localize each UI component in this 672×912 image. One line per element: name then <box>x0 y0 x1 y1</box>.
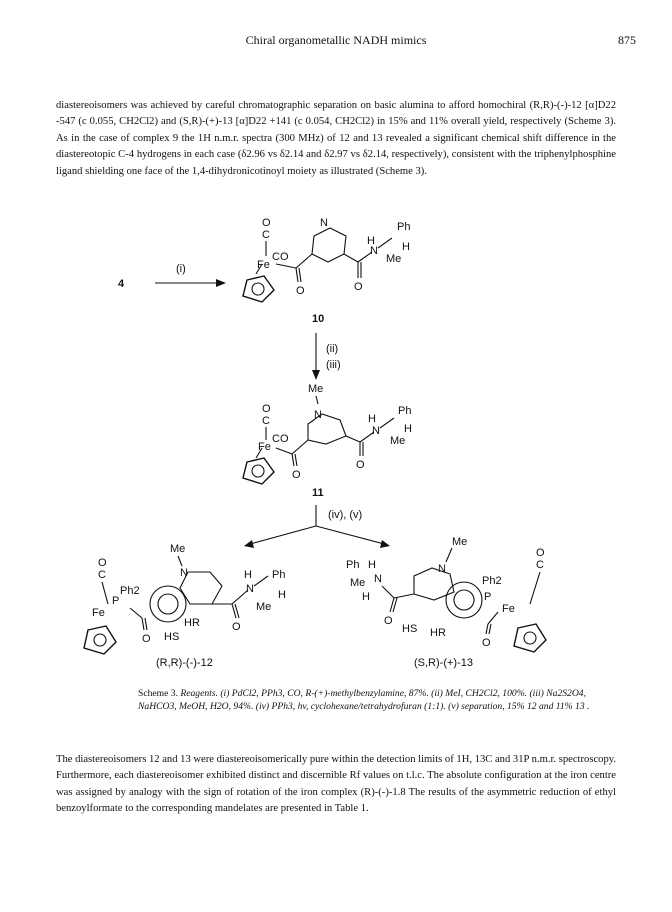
svg-text:O: O <box>98 557 107 569</box>
svg-text:Ph2: Ph2 <box>482 575 502 587</box>
product-12-label: (R,R)-(-)-12 <box>156 657 213 669</box>
svg-text:O: O <box>384 615 393 627</box>
svg-text:HR: HR <box>430 627 446 639</box>
caption-label: Scheme 3. <box>138 688 178 699</box>
svg-text:N: N <box>246 583 254 595</box>
compound-11-label: 11 <box>312 487 324 499</box>
scheme-caption <box>138 688 608 713</box>
svg-text:CO: CO <box>272 251 289 263</box>
arrow-to-13 <box>316 526 384 544</box>
svg-text:Me: Me <box>452 536 468 548</box>
svg-text:H: H <box>368 559 376 571</box>
svg-text:P: P <box>112 595 120 607</box>
svg-text:O: O <box>482 637 491 649</box>
svg-text:CO: CO <box>272 433 289 445</box>
svg-text:Ph: Ph <box>397 221 411 233</box>
svg-text:N: N <box>314 409 322 421</box>
svg-text:O: O <box>262 403 271 415</box>
svg-text:HS: HS <box>402 623 418 635</box>
compound-10-structure <box>243 217 410 302</box>
svg-text:Ph: Ph <box>272 569 286 581</box>
svg-text:N: N <box>438 563 446 575</box>
svg-text:O: O <box>232 621 241 633</box>
svg-text:Me: Me <box>308 383 324 395</box>
svg-text:N: N <box>180 567 188 579</box>
svg-text:Ph2: Ph2 <box>120 585 140 597</box>
svg-text:Fe: Fe <box>502 603 515 615</box>
svg-text:O: O <box>262 217 271 229</box>
paragraph-results: The diastereoisomers 12 and 13 were diastereoisomerically pure within the detection limits of 1H, 13C and 31P n.m.r. spectroscopy. Furthermore, each diastereoisomer exhibited distinct and discernible Rf values on t.l.c. The absolute configuration at the iron centre was assigned by analogy with the sign of rotation of the iron complex (R)-(-)-1.8 The results of the asymmetric reduction of ethyl benzoylformate to the corresponding mandelates are presented in Table 1. <box>56 754 616 815</box>
svg-text:N: N <box>372 425 380 437</box>
svg-text:C: C <box>262 415 270 427</box>
svg-text:Fe: Fe <box>92 607 105 619</box>
caption-text: Reagents. (i) PdCl2, PPh3, CO, R-(+)-methylbenzylamine, 87%. (ii) MeI, CH2Cl2, 100%. (iii) Na2S2O4, NaHCO3, MeOH, H2O, 94%. (iv) PPh3, hv, cyclohexane/tetrahydrofuran (1:1). (v) separation, 15% 12 and 11% 13 . <box>138 688 590 712</box>
svg-text:Ph: Ph <box>398 405 412 417</box>
svg-text:H: H <box>404 423 412 435</box>
page-number: 875 <box>618 33 636 47</box>
compound-10-label: 10 <box>312 313 325 325</box>
svg-text:O: O <box>142 633 151 645</box>
svg-text:P: P <box>484 591 492 603</box>
compound-11-structure <box>243 383 412 484</box>
step-iv-v-label: (iv), (v) <box>328 509 363 521</box>
running-header-title: Chiral organometallic NADH mimics <box>245 33 427 47</box>
svg-text:Me: Me <box>390 435 406 447</box>
svg-text:O: O <box>292 469 301 481</box>
step-ii-label: (ii) <box>326 343 339 355</box>
svg-text:H: H <box>278 589 286 601</box>
product-13-label: (S,R)-(+)-13 <box>414 657 473 669</box>
product-12-structure <box>84 543 286 654</box>
svg-text:O: O <box>356 459 365 471</box>
arrow-step-ii-iii-head <box>312 370 320 380</box>
paragraph-intro: diastereoisomers was achieved by careful chromatographic separation on basic alumina to afford homochiral (R,R)-(-)-12 [α]D22 -547 (c 0.055, CH2Cl2) and (S,R)-(+)-13 [α]D22 +141 (c 0.054, CH2Cl2) in 15% and 11% overall yield, respectively (Scheme 3). As in the case of complex 9 the 1H n.m.r. spectra (300 MHz) of 12 and 13 revealed a significant chemical shift difference in the diastereotopic C-4 hydrogens in each case (δ2.96 vs δ2.14 and δ2.97 vs δ2.14, respectively), consistent with the triphenylphosphine ligand shielding one face of the 1,4-dihydronicotinoyl moiety as illustrated (Scheme 3). <box>56 100 616 177</box>
svg-text:C: C <box>98 569 106 581</box>
step-iii-label: (iii) <box>326 359 341 371</box>
svg-text:N: N <box>320 217 328 229</box>
compound-4-label: 4 <box>118 278 125 290</box>
svg-text:Me: Me <box>170 543 186 555</box>
svg-text:Fe: Fe <box>257 259 270 271</box>
svg-text:H: H <box>244 569 252 581</box>
svg-text:Me: Me <box>256 601 272 613</box>
svg-text:C: C <box>262 229 270 241</box>
step-i-label: (i) <box>176 263 186 275</box>
arrow-to-12 <box>250 526 316 544</box>
svg-text:C: C <box>536 559 544 571</box>
svg-text:H: H <box>362 591 370 603</box>
svg-text:H: H <box>367 235 375 247</box>
arrow-to-13-head <box>380 540 390 548</box>
svg-text:H: H <box>402 241 410 253</box>
svg-text:HS: HS <box>164 631 180 643</box>
arrow-to-12-head <box>244 540 254 548</box>
arrow-step-i-head <box>216 279 226 287</box>
svg-text:Ph: Ph <box>346 559 360 571</box>
svg-text:O: O <box>296 285 305 297</box>
svg-text:N: N <box>374 573 382 585</box>
svg-text:O: O <box>536 547 545 559</box>
svg-text:HR: HR <box>184 617 200 629</box>
svg-text:Me: Me <box>386 253 402 265</box>
svg-text:H: H <box>368 413 376 425</box>
svg-text:N: N <box>370 245 378 257</box>
svg-text:Me: Me <box>350 577 366 589</box>
svg-text:O: O <box>354 281 363 293</box>
svg-text:Fe: Fe <box>258 441 271 453</box>
product-13-structure <box>346 536 546 652</box>
